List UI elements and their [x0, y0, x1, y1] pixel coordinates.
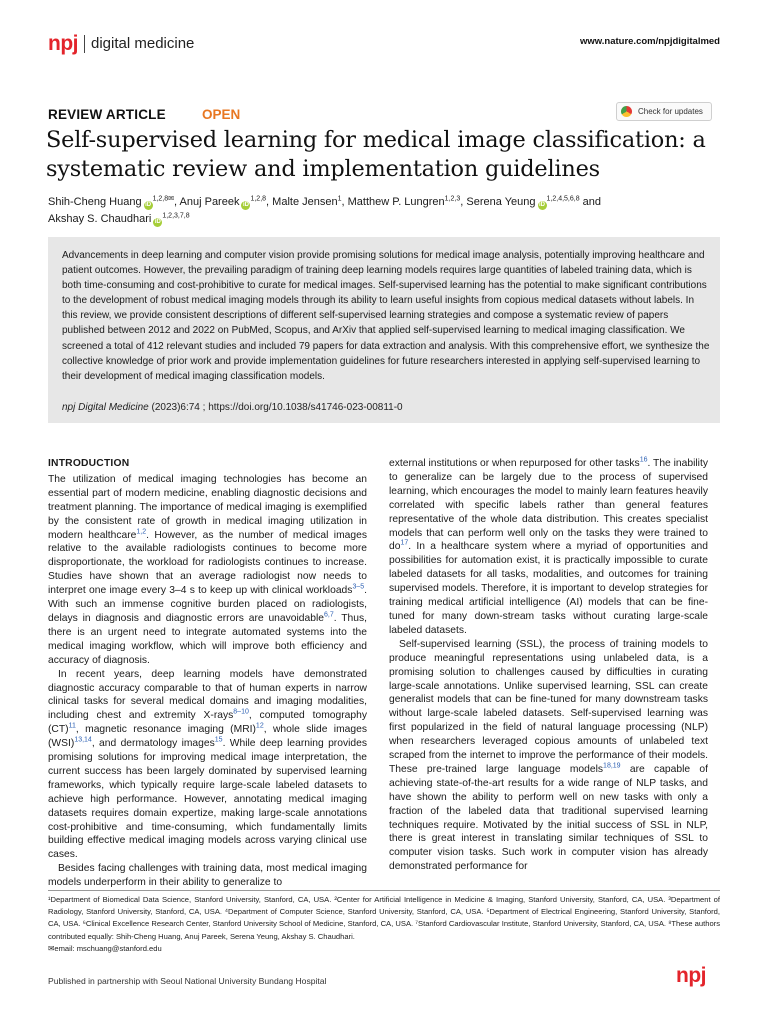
paragraph: In recent years, deep learning models have demonstrated diagnostic accuracy comparable to that of human experts in narrow clinical tasks for several medical domains and imaging modalities, including chest and extremity X-rays$^{8-10}$, computed tomography (CT)$^{11}$, magnetic resonance imaging (MRI)$^{12}$, whole slide images (WSI)$^{13,14}$, and dermatology images$^{15}$. While deep learning provides promising solutions for improving medical image interpretation, the current success has been largely dominated by supervised learning frameworks, which typically require large-scale labeled datasets to achieve high performance. However, annotating medical imaging datasets requires domain expertize, making large-scale annotations cost-prohibitive and time-consuming, which fundamentally limits building effective medical imaging models across varying clinical use cases. [48, 668, 367, 861]
footer-npj-logo: npj [676, 964, 706, 987]
author-affiliation: 1,2,8✉ [152, 195, 175, 203]
article-title: Self-supervised learning for medical image classification: a systematic review and implementation guidelines [46, 127, 706, 182]
paragraph: external institutions or when repurposed for other tasks$^{16}$. The inability to generalize can be largely due to the process of supervised learning, which encourages the model to mainly learn features heavily correlated with specific labels rather than general features representative of the whole data distribution. This creates specialist models that can perform well only on the tasks they were trained to do$^{17}$. In a healthcare system where a myriad of opportunities and possibilities for automation exist, it is practically impossible to curate labeled datasets for all tasks, modalities, and outcomes for training supervised models. Therefore, it is important to develop strategies for training medical artificial intelligence (AI) models that can be fine-tuned for many down-stream tasks without curating large-scale labeled datasets. [389, 456, 708, 636]
logo-divider [84, 35, 85, 53]
journal-url-link[interactable]: www.nature.com/npjdigitalmed [579, 36, 720, 47]
body-column-right [389, 457, 708, 874]
author-affiliation: 1,2,8 [250, 195, 267, 203]
citation-ref[interactable]: 11 [68, 722, 76, 730]
partnership-note: Published in partnership with Seoul National University Bundang Hospital [48, 976, 327, 986]
author-affiliation: 1,2,3 [444, 195, 461, 203]
journal-name[interactable]: digital medicine [91, 35, 195, 52]
citation-line [62, 402, 403, 413]
citation-ref[interactable]: 16 [639, 456, 648, 464]
journal-reference: npj Digital Medicine [62, 402, 149, 413]
journal-header [48, 32, 720, 56]
article-type-label: REVIEW ARTICLE [48, 107, 166, 122]
citation-ref[interactable]: 3–5 [352, 583, 365, 591]
abstract-box [48, 237, 720, 423]
citation-ref[interactable]: 6,7 [324, 611, 334, 619]
author-name[interactable]: Malte Jensen [272, 196, 338, 208]
citation-ref[interactable]: 17 [400, 540, 409, 548]
orcid-icon[interactable]: iD [154, 218, 161, 225]
section-heading: INTRODUCTION [48, 458, 130, 469]
author-affiliation: 1,2,4,5,6,8 [546, 195, 580, 203]
citation-ref[interactable]: 15 [214, 736, 223, 744]
author-name[interactable]: Anuj Pareek [179, 196, 240, 208]
paragraph: Self-supervised learning (SSL), the process of training models to produce meaningful representations using unlabeled data, is a promising solution to challenges caused by difficulties in curating large-scale annotations. Unlike supervised learning, SSL can create generalist models that can be fine-tuned for many downstream tasks without large-scale labeled datasets. Self-supervised learning was first popularized in the field of natural language processing (NLP) when researchers leveraged copious amounts of unlabeled text scraped from the internet to improve the performance of their models. These pre-trained large language models$^{18,19}$ are capable of achieving state-of-the-art results for a wide range of NLP tasks, and have shown the ability to perform well on new tasks with only a fraction of the labeled data that traditional supervised learning techniques require. Motivated by the initial success of SSL in NLP, there is great interest in translating similar techniques of SSL to computer vision tasks. Such work in computer vision has already demonstrated performance for [389, 638, 708, 873]
paragraph: Besides facing challenges with training data, most medical imaging models underperform in their ability to generalize to [48, 863, 367, 889]
contact-email[interactable]: ✉email: mschuang@stanford.edu [48, 943, 162, 953]
open-access-badge: OPEN [202, 107, 241, 122]
citation-ref[interactable]: 1,2 [136, 528, 147, 536]
author-name[interactable]: Shih-Cheng Huang [48, 196, 142, 208]
npj-logo[interactable]: npj [48, 32, 78, 55]
author-affiliation: 1,2,3,7,8 [162, 211, 190, 219]
author-name[interactable]: Serena Yeung [466, 196, 536, 208]
author-name[interactable]: Matthew P. Lungren [347, 196, 445, 208]
citation-ref[interactable]: 12 [255, 722, 264, 730]
affiliations-text: ¹Department of Biomedical Data Science, Stanford University, Stanford, CA, USA. ²Center for Artificial Intelligence in Medicine & Imaging, Stanford University, Stanford, CA, USA. ³Department of Radiology, Stanford University, Stanford, CA, USA. ⁴Department of Computer Science, Stanford University, Stanford, CA, USA. ⁵Department of Electrical Engineering, Stanford University, Stanford, CA, USA. ⁶Clinical Excellence Research Center, Stanford University School of Medicine, Stanford, CA, USA. ⁷Stanford Cardiovascular Institute, Stanford University, Stanford, CA, USA. ⁸These authors contributed equally: Shih-Cheng Huang, Anuj Pareek, Serena Yeung, Akshay S. Chaudhari. [48, 895, 720, 941]
citation-ref[interactable]: 8–10 [233, 708, 249, 716]
affiliations-footnote [48, 894, 720, 955]
author-affiliation: 1 [337, 195, 342, 203]
check-updates-button[interactable] [616, 102, 712, 121]
author-name[interactable]: Akshay S. Chaudhari [48, 212, 152, 225]
orcid-icon[interactable]: iD [145, 202, 152, 208]
check-updates-label: Check for updates [638, 107, 703, 116]
authors-conjunction: and [582, 196, 602, 208]
orcid-icon[interactable]: iD [539, 202, 546, 208]
crossmark-icon [621, 106, 632, 117]
abstract-text: Advancements in deep learning and computer vision provide promising solutions for medical image analysis, potentially improving healthcare and patient outcomes. However, the prevailing paradigm of training deep learning models requires large quantities of labeled training data, which is both time-consuming and cost-prohibitive to curate for medical images. Self-supervised learning has the potential to make significant contributions to the development of robust medical imaging models through its ability to learn useful insights from copious medical datasets without labels. In this review, we provide consistent descriptions of different self-supervised learning strategies and compose a systematic review of papers published between 2012 and 2022 on PubMed, Scopus, and ArXiv that applied self-supervised learning to medical imaging classification. We screened a total of 412 relevant studies and included 79 papers for data extraction and analysis. With this comprehensive effort, we synthesize the collective knowledge of prior work and provide implementation guidelines for future researchers interested in applying self-supervised learning to their development of medical imaging classification models. [62, 250, 710, 382]
citation-ref[interactable]: 18,19 [603, 762, 621, 770]
orcid-icon[interactable]: iD [242, 202, 249, 208]
doi-link[interactable]: (2023)6:74 ; https://doi.org/10.1038/s41746-023-00811-0 [148, 402, 403, 413]
paragraph: The utilization of medical imaging technologies has become an essential part of modern medicine, enabling diagnostic decisions and treatment planning. The importance of medical imaging is exemplified by the consistent rate of growth in medical imaging utilization in modern healthcare$^{1,2}$. However, as the number of medical images relative to the available radiologists continues to become more disproportionate, the workload for radiologists continues to increase. Studies have shown that an average radiologist now needs to interpret one image every 3–4 s to keep up with clinical workloads$^{3-5}$. With such an immense cognitive burden placed on radiologists, delays in diagnosis and diagnostic errors are unavoidable$^{6,7}$. Thus, there is an urgent need to integrate automated systems into the medical imaging workflow, which will improve both efficiency and accuracy of diagnosis. [48, 473, 367, 666]
author-list: Shih-Cheng Huang $iD^{1,2,8✉}$, Anuj Pareek iD$^{1,2,8}$, Malte Jensen$^1$, Matthew P. Lungren$^{1,2,3}$, Serena Yeung iD$^{1,2,4,5,6,8}$ and Akshay S. Chaudhari iD$^{1,2,3,7,8}$ [48, 195, 602, 225]
body-column-left [48, 457, 367, 890]
footnote-divider [48, 890, 720, 891]
citation-ref[interactable]: 13,14 [74, 736, 92, 744]
